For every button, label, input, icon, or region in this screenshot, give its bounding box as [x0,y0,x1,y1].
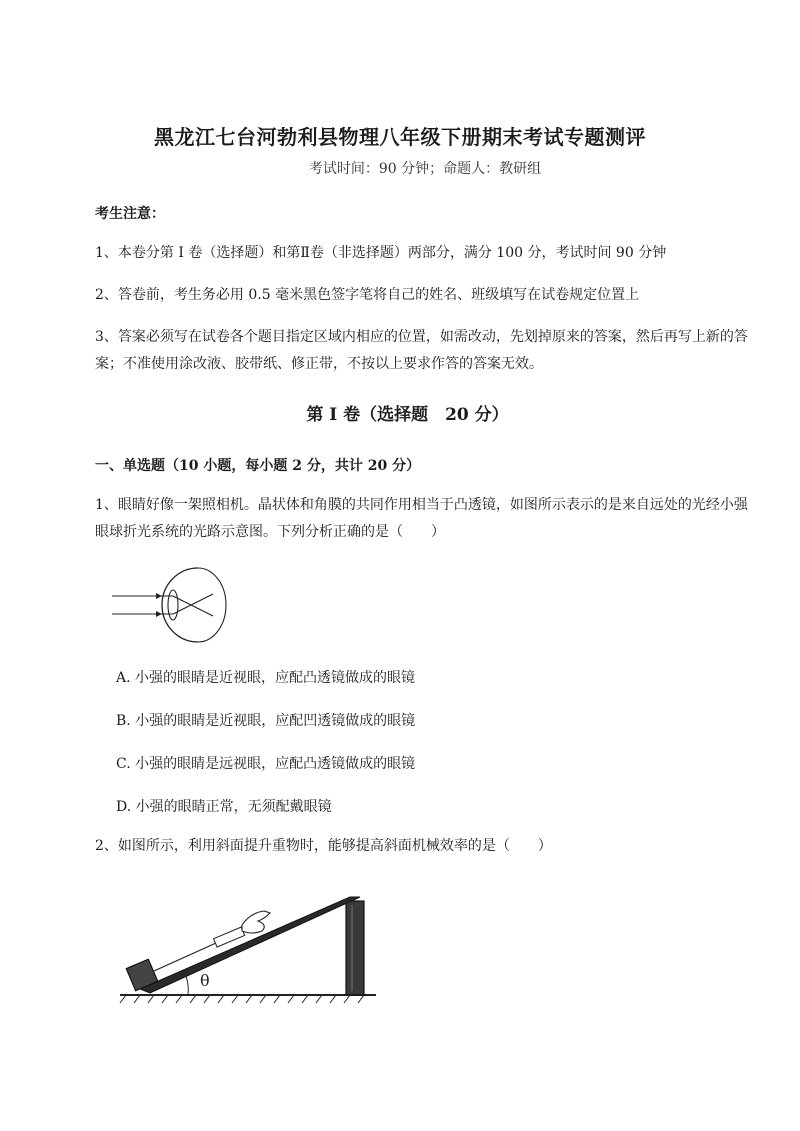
question-1-option-b: B. 小强的眼睛是近视眼，应配凹透镜做成的眼镜 [116,713,416,729]
section-title: 第 I 卷（选择题 20 分） [306,405,509,425]
question-2-stem: 2、如图所示，利用斜面提升重物时，能够提高斜面机械效率的是（ ） [95,838,552,854]
incline-plane-diagram [118,885,383,1010]
question-1-stem: 1、眼睛好像一架照相机。晶状体和角膜的共同作用相当于凸透镜，如图所示表示的是来自远处的光经小强眼球折光系统的光路示意图。下列分析正确的是（ ） [95,497,748,540]
question-type-heading: 一、单选题（10 小题，每小题 2 分，共计 20 分） [95,458,421,474]
question-1-option-c: C. 小强的眼睛是远视眼，应配凸透镜做成的眼镜 [116,756,416,772]
question-1-option-a: A. 小强的眼睛是近视眼，应配凸透镜做成的眼镜 [116,670,416,686]
exam-title: 黑龙江七台河勃利县物理八年级下册期末考试专题测评 [154,125,646,149]
notice-item: 2、答卷前，考生务必用 0.5 毫米黑色签字笔将自己的姓名、班级填写在试卷规定位置上 [95,287,640,303]
exam-subtitle: 考试时间：90 分钟；命题人：教研组 [308,161,542,177]
question-1-option-d: D. 小强的眼睛正常，无须配戴眼镜 [116,799,332,815]
notice-item: 3、答案必须写在试卷各个题目指定区域内相应的位置，如需改动，先划掉原来的答案，然后再写上新的答案；不准使用涂改液、胶带纸、修正带，不按以上要求作答的答案无效。 [95,329,748,372]
eye-light-path-diagram [112,565,232,645]
notice-item: 1、本卷分第 I 卷（选择题）和第Ⅱ卷（非选择题）两部分，满分 100 分，考试时间 90 分钟 [95,245,667,261]
notice-heading: 考生注意： [95,206,165,222]
angle-label: θ [200,971,210,990]
